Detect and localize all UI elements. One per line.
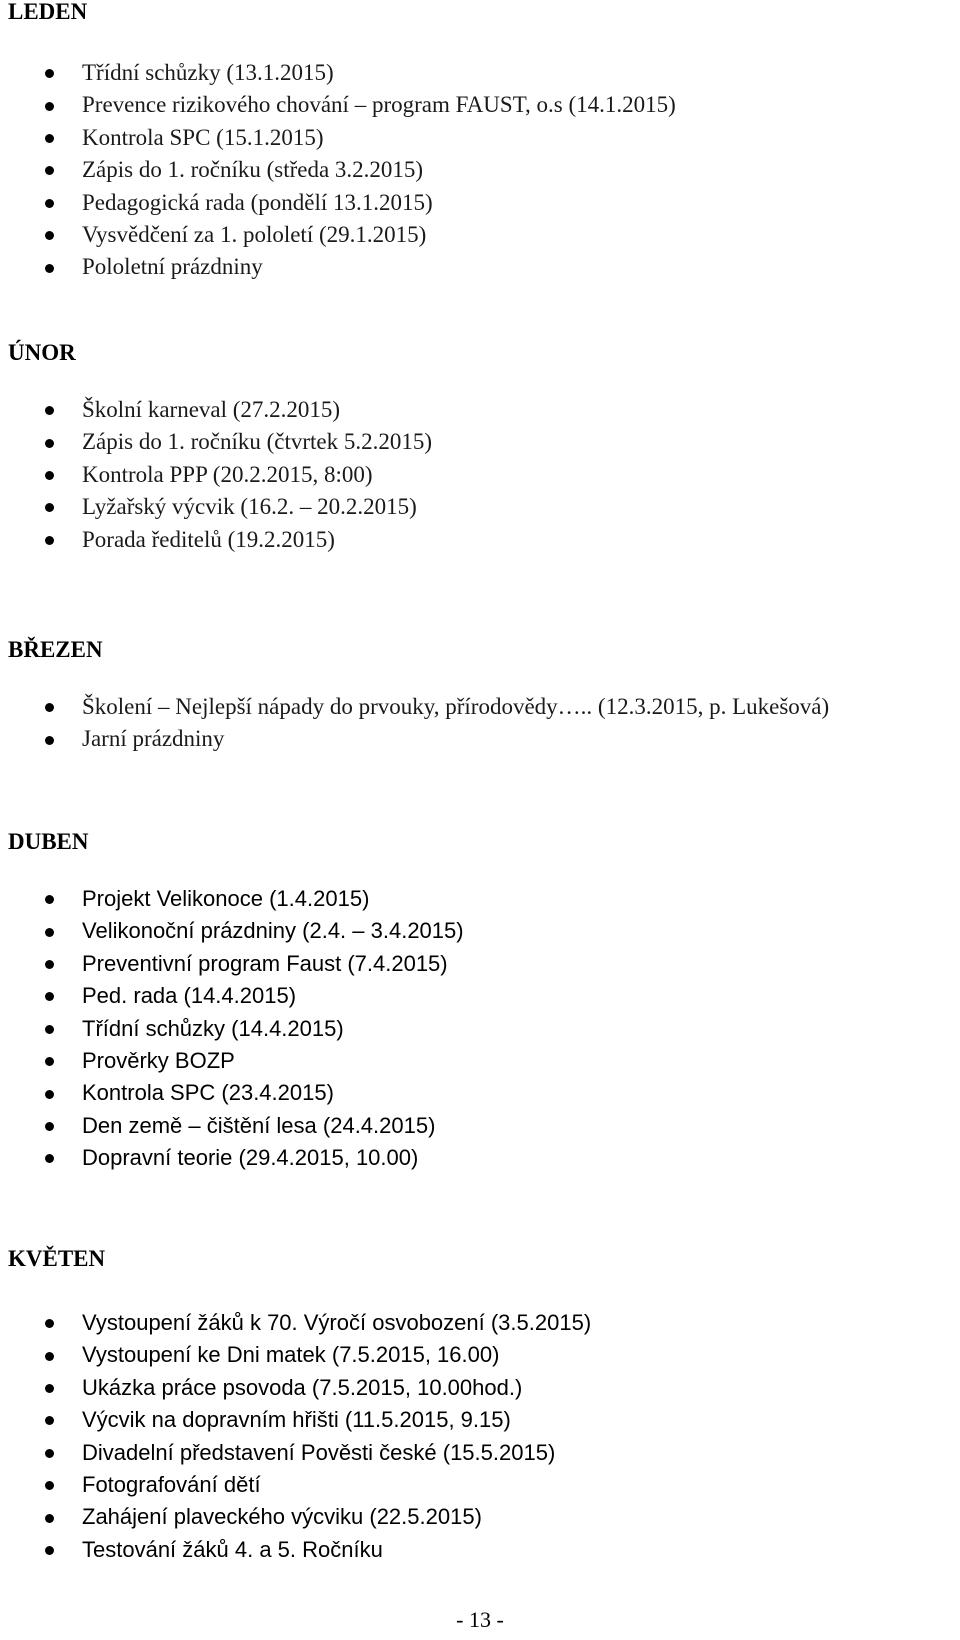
bullet-icon (45, 69, 54, 78)
bullet-icon (45, 536, 54, 545)
section-heading-unor: ÚNOR (8, 340, 76, 365)
bullet-icon (45, 1090, 54, 1099)
bullet-icon (45, 1154, 54, 1163)
bullet-icon (45, 992, 54, 1001)
bullet-icon (45, 1025, 54, 1034)
section-heading-kveten: KVĚTEN (8, 1246, 106, 1271)
page-number: - 13 - (456, 1607, 504, 1632)
bullet-icon (45, 1514, 54, 1523)
bullet-icon (45, 166, 54, 175)
bullet-icon (45, 231, 54, 240)
section-heading-duben: DUBEN (8, 829, 89, 854)
bullet-icon (45, 736, 54, 745)
bullet-icon (45, 264, 54, 273)
bullet-icon (45, 1352, 54, 1361)
bullet-icon (45, 1122, 54, 1131)
bullet-icon (45, 134, 54, 143)
bullet-icon (45, 503, 54, 512)
bullet-icon (45, 102, 54, 111)
bullet-icon (45, 1384, 54, 1393)
bullet-icon (45, 1546, 54, 1555)
bullet-icon (45, 895, 54, 904)
section-heading-leden: LEDEN (8, 0, 88, 24)
bullet-icon (45, 960, 54, 969)
bullet-icon (45, 1449, 54, 1458)
bullet-icon (45, 1319, 54, 1328)
bullet-icon (45, 406, 54, 415)
bullet-icon (45, 199, 54, 208)
bullet-icon (45, 928, 54, 937)
bullet-icon (45, 1416, 54, 1425)
bullet-icon (45, 703, 54, 712)
document-page: LEDEN Třídní schůzky (13.1.2015) Prevence rizikového chování – program FAUST, o.s (14.1.2015) Kontrola SPC (15.1.2015) Zápis do 1. ročníku (středa 3.2.2015) Pedagogická rada (pondělí 13.1.2015) Vysvědčení za 1. pololetí (29.1.2015) Pololetní prázdniny ÚNOR Školní karneval (27.2.2015) Zápis do 1. ročníku (čtvrtek 5.2.2015) Kontrola PPP (20.2.2015, 8:00) Lyžařský výcvik (16.2. – 20.2.2015) Porada ředitelů (19.2.2015) BŘEZEN Školení – Nejlepší nápady do prvouky, přírodovědy….. (12.3.2015, p. Lukešová) Jarní prázdniny DUBEN Projekt Velikonoce (1.4.2015) Velikonoční prázdniny (2.4. – 3.4.2015) Preventivní program Faust (7.4.2015) Ped. rada (14.4.2015) Třídní schůzky (14.4.2015) Prověrky BOZP Kontrola SPC (23.4.2015) Den země – čištění lesa (24.4.2015) Dopravní teorie (29.4.2015, 10.00) KVĚTEN Vystoupení žáků k 70. Výročí osvobození (3.5.2015) Vystoupení ke Dni matek (7.5.2015, 16.00) Ukázka práce psovoda (7.5.2015, 10.00hod.) Výcvik na dopravním hřišti (11.5.2015, 9.15) Divadelní představení Pověsti české (15.5.2015) Fotografování dětí Zahájení plaveckého výcviku (22.5.2015) Testování žáků 4. a 5. Ročníku - 13 - (0, 0, 960, 1640)
section-heading-brezen: BŘEZEN (8, 637, 103, 662)
bullet-icon (45, 471, 54, 480)
bullet-icon (45, 1481, 54, 1490)
bullet-icon (45, 439, 54, 448)
bullet-icon (45, 1057, 54, 1066)
